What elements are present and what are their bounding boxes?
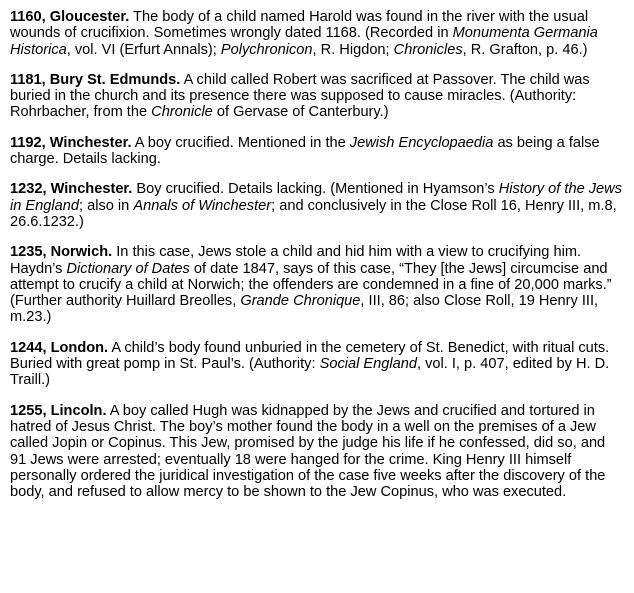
work-title: History of the Jews in England <box>10 181 622 214</box>
work-title: Annals of Winchester <box>133 197 272 214</box>
entry-text: Boy crucified. Details lacking. (Mentioned in Hyamson’s <box>132 181 499 198</box>
work-title: Chronicles <box>393 41 463 58</box>
entry-heading: 1244, London. <box>10 339 109 356</box>
entry-text: , vol. VI (Erfurt Annals); <box>66 41 221 58</box>
entry-text: as being a false charge. Details lacking. <box>10 134 600 168</box>
entry-1181-bury-st-edmunds <box>10 72 624 121</box>
entry-text: A child called Robert was sacrificed at Passover. The child was buried in the church and its presence there was supposed to cause miracles. (Authority: Rohrbacher, from the <box>10 71 590 121</box>
entry-text: of Gervase of Canterbury.) <box>212 104 389 121</box>
entry-text: In this case, Jews stole a child and hid him with a view to crucifying him. Haydn’s <box>10 244 582 277</box>
entry-text: of date 1847, says of this case, “They [the Jews] circumcise and attempt to crucify a child at Norwich; the offenders are condemned in a fine of 20,000 marks.” (Further authority Huillard Breolles, <box>10 260 612 310</box>
work-title: Chronicle <box>151 104 213 121</box>
entry-1232-winchester <box>10 181 624 230</box>
work-title: Jewish Encyclopaedia <box>349 134 494 151</box>
entry-1160-gloucester <box>10 9 624 58</box>
entry-text: , vol. I, p. 407, edited by H. D. Traill.) <box>10 356 610 389</box>
work-title: Monumenta Germania Historica <box>10 25 598 58</box>
entry-1235-norwich <box>10 244 624 325</box>
entry-heading: 1181, Bury St. Edmunds. <box>10 71 181 88</box>
entry-heading: 1235, Norwich. <box>10 244 113 261</box>
entry-text: The body of a child named Harold was found in the river with the usual wounds of crucifixion. Sometimes wrongly dated 1168. (Recorded in <box>10 9 589 42</box>
entry-heading: 1160, Gloucester. <box>10 9 130 25</box>
entry-heading: 1255, Lincoln. <box>10 402 107 419</box>
work-title: Dictionary of Dates <box>66 260 190 277</box>
entry-1255-lincoln <box>10 403 624 501</box>
entry-1244-london <box>10 340 624 389</box>
entry-text: A boy called Hugh was kidnapped by the Jews and crucified and tortured in hatred of Jesus Christ. The boy’s mother found the body in a well on the premises of a Jew called Jopin or Copinus. This Jew, promised by the judge his life if he confessed, did so, and 91 Jews were arrested; eventually 18 were hanged for the crime. King Henry III himself personally ordered the juridical investigation of the case five weeks after the discovery of the body, and refused to allow mercy to be shown to the Jew Copinus, who was executed. <box>10 402 606 501</box>
entry-heading: 1192, Winchester. <box>10 134 132 151</box>
work-title: Social England <box>319 356 417 373</box>
entry-heading: 1232, Winchester. <box>10 181 133 198</box>
work-title: Grande Chronique <box>240 293 361 310</box>
entry-1192-winchester <box>10 135 624 168</box>
entry-text: ; also in <box>78 197 134 214</box>
entry-text: A boy crucified. Mentioned in the <box>131 134 350 151</box>
entry-text: A child’s body found unburied in the cemetery of St. Benedict, with ritual cuts. Buried with great pomp in St. Paul’s. (Authority: <box>10 339 610 373</box>
work-title: Polychronicon <box>220 41 313 58</box>
entry-text: ; and conclusively in the Close Roll 16, Henry III, m.8, 26.6.1232.) <box>10 197 617 230</box>
entry-text: , R. Higdon; <box>312 41 394 58</box>
entry-text: , III, 86; also Close Roll, 19 Henry III, m.23.) <box>10 293 599 326</box>
entry-text: , R. Grafton, p. 46.) <box>462 41 588 58</box>
